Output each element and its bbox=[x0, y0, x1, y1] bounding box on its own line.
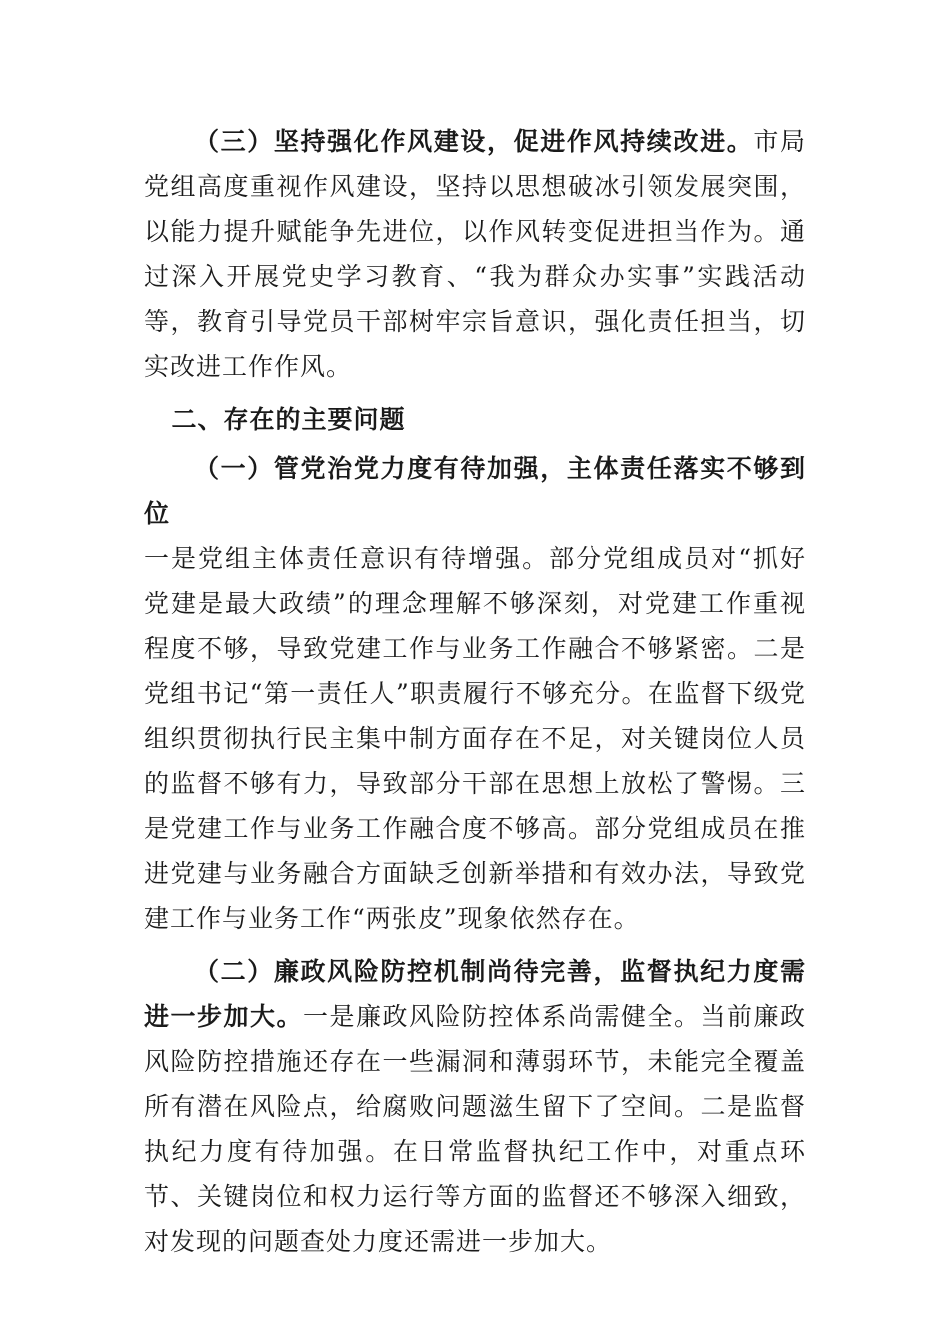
problem-2-body: 一是廉政风险防控体系尚需健全。当前廉政风险防控措施还存在一些漏洞和薄弱环节，未能完全覆盖所有潜在风险点，给腐败问题滋生留下了空间。二是监督执纪力度有待加强。在日常监督执纪工作中，对重点环节、关键岗位和权力运行等方面的监督还不够深入细致，对发现的问题查处力度还需进一步加大。 bbox=[144, 1002, 806, 1256]
paragraph-problem-2 bbox=[144, 949, 806, 1264]
section-3-lead: （三）坚持强化作风建设，促进作风持续改进。 bbox=[194, 127, 754, 156]
heading-main-problems: 二、存在的主要问题 bbox=[171, 405, 406, 434]
paragraph-section-3 bbox=[144, 119, 806, 389]
section-3-body: 市局党组高度重视作风建设，坚持以思想破冰引领发展突围，以能力提升赋能争先进位，以作风转变促进担当作为。通过深入开展党史学习教育、“我为群众办实事”实践活动等，教育引导党员干部树牢宗旨意识，强化责任担当，切实改进工作作风。 bbox=[144, 127, 806, 381]
problem-1-body: 一是党组主体责任意识有待增强。部分党组成员对“抓好党建是最大政绩”的理念理解不够深刻，对党建工作重视程度不够，导致党建工作与业务工作融合不够紧密。二是党组书记“第一责任人”职责履行不够充分。在监督下级党组织贯彻执行民主集中制方面存在不足，对关键岗位人员的监督不够有力，导致部分干部在思想上放松了警惕。三是党建工作与业务工作融合度不够高。部分党组成员在推进党建与业务融合方面缺乏创新举措和有效办法，导致党建工作与业务工作“两张皮”现象依然存在。 bbox=[144, 544, 806, 933]
problem-1-lead: （一）管党治党力度有待加强，主体责任落实不够到位 bbox=[144, 454, 806, 528]
document-body bbox=[144, 119, 806, 1264]
problem-2-lead: （二）廉政风险防控机制尚待完善，监督执纪力度需进一步加大。 bbox=[144, 957, 806, 1031]
